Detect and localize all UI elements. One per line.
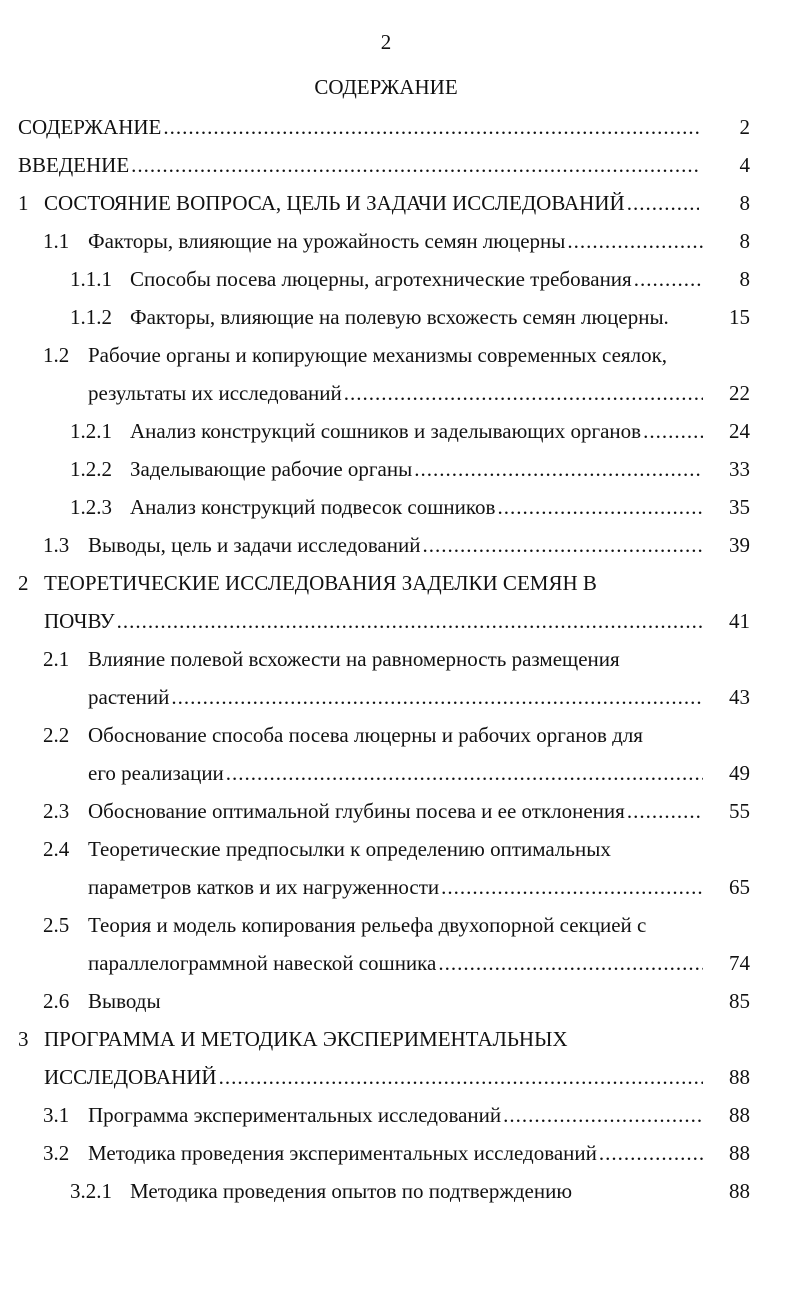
toc-entry-number: 1.2.2 <box>70 456 112 481</box>
toc-entry-text: Теория и модель копирования рельефа двухопорной секцией с <box>88 912 647 937</box>
toc-entry[interactable] <box>0 1020 798 1058</box>
toc-entry[interactable] <box>0 260 798 298</box>
toc-entry[interactable] <box>0 1172 798 1210</box>
toc-entry-text: СОДЕРЖАНИЕ <box>18 114 162 139</box>
toc-entry-number: 1.2 <box>43 342 70 367</box>
leader-dots <box>441 875 703 900</box>
toc-entry-page: 49 <box>729 760 750 785</box>
toc-entry[interactable] <box>0 906 798 944</box>
toc-entry-number: 2.5 <box>43 912 70 937</box>
leader-dots <box>163 115 699 140</box>
toc-entry[interactable] <box>0 1096 798 1134</box>
toc-entry-page: 43 <box>729 684 750 709</box>
toc-entry-number: 2 <box>18 570 29 595</box>
toc-entry-continuation[interactable] <box>0 1058 798 1096</box>
toc-entry-number: 3.2 <box>43 1140 70 1165</box>
toc-entry[interactable] <box>0 336 798 374</box>
toc-entry[interactable] <box>0 982 798 1020</box>
leader-dots <box>627 191 699 216</box>
toc-entry[interactable] <box>0 412 798 450</box>
leader-dots <box>344 381 703 406</box>
leader-dots <box>643 419 703 444</box>
toc-entry-text: ВВЕДЕНИЕ <box>18 152 130 177</box>
leader-dots <box>634 267 703 292</box>
toc-entry-number: 1.2.3 <box>70 494 112 519</box>
toc-entry-text: Заделывающие рабочие органы <box>130 456 413 481</box>
page-number: 2 <box>380 30 392 54</box>
toc-entry[interactable] <box>0 146 798 184</box>
toc-entry[interactable] <box>0 1134 798 1172</box>
leader-dots <box>414 457 703 482</box>
toc-entry-continuation[interactable] <box>0 944 798 982</box>
toc-entry-text: Программа экспериментальных исследований <box>88 1102 502 1127</box>
toc-entry-number: 3 <box>18 1026 29 1051</box>
toc-entry[interactable] <box>0 108 798 146</box>
toc-entry-text: Обоснование оптимальной глубины посева и ее отклонения <box>88 798 625 823</box>
leader-dots <box>226 761 703 786</box>
toc-entry-page: 39 <box>729 532 750 557</box>
toc-entry[interactable] <box>0 564 798 602</box>
table-of-contents <box>0 108 798 1210</box>
toc-entry[interactable] <box>0 792 798 830</box>
toc-entry[interactable] <box>0 222 798 260</box>
toc-entry-page: 4 <box>739 152 750 177</box>
toc-entry-text: ТЕОРЕТИЧЕСКИЕ ИССЛЕДОВАНИЯ ЗАДЕЛКИ СЕМЯН В <box>44 570 597 595</box>
toc-entry-text: Факторы, влияющие на полевую всхожесть семян люцерны. <box>130 304 669 329</box>
toc-entry[interactable] <box>0 488 798 526</box>
toc-entry-page: 15 <box>729 304 750 329</box>
toc-entry-number: 3.1 <box>43 1102 70 1127</box>
toc-entry-text: Анализ конструкций подвесок сошников <box>130 494 496 519</box>
toc-entry[interactable] <box>0 450 798 488</box>
toc-entry-number: 3.2.1 <box>70 1178 112 1203</box>
leader-dots <box>627 799 703 824</box>
toc-entry-continuation[interactable] <box>0 374 798 412</box>
toc-entry-text: параметров катков и их нагруженности <box>88 874 440 899</box>
toc-entry-text: ПРОГРАММА И МЕТОДИКА ЭКСПЕРИМЕНТАЛЬНЫХ <box>44 1026 568 1051</box>
toc-entry-page: 65 <box>729 874 750 899</box>
toc-entry-number: 1.1 <box>43 228 70 253</box>
toc-entry-text: параллелограммной навеской сошника <box>88 950 437 975</box>
toc-entry-text: Методика проведения экспериментальных исследований <box>88 1140 597 1165</box>
toc-entry-number: 1.3 <box>43 532 70 557</box>
toc-entry-page: 8 <box>739 228 750 253</box>
toc-entry-page: 88 <box>729 1064 750 1089</box>
toc-entry-text: его реализации <box>88 760 224 785</box>
toc-entry-page: 8 <box>739 190 750 215</box>
toc-entry-page: 88 <box>729 1102 750 1127</box>
leader-dots <box>423 533 703 558</box>
leader-dots <box>117 609 703 634</box>
leader-dots <box>131 153 699 178</box>
leader-dots <box>171 685 703 710</box>
toc-entry-text: Анализ конструкций сошников и заделывающих органов <box>130 418 642 443</box>
leader-dots <box>497 495 703 520</box>
toc-entry-text: ПОЧВУ <box>44 608 115 633</box>
toc-entry-text: Выводы <box>88 988 161 1013</box>
toc-entry-page: 33 <box>729 456 750 481</box>
toc-entry-page: 24 <box>729 418 750 443</box>
toc-entry-number: 1.2.1 <box>70 418 112 443</box>
leader-dots <box>567 229 703 254</box>
toc-entry[interactable] <box>0 830 798 868</box>
toc-entry-number: 2.3 <box>43 798 70 823</box>
toc-entry-page: 35 <box>729 494 750 519</box>
toc-entry-number: 1.1.2 <box>70 304 112 329</box>
toc-entry-continuation[interactable] <box>0 602 798 640</box>
toc-entry-text: Выводы, цель и задачи исследований <box>88 532 421 557</box>
toc-entry-page: 41 <box>729 608 750 633</box>
toc-entry-text: растений <box>88 684 170 709</box>
toc-entry-number: 2.6 <box>43 988 70 1013</box>
toc-entry-number: 2.4 <box>43 836 70 861</box>
toc-entry-text: Способы посева люцерны, агротехнические требования <box>130 266 632 291</box>
toc-entry-page: 85 <box>729 988 750 1013</box>
toc-entry[interactable] <box>0 298 798 336</box>
leader-dots <box>219 1065 703 1090</box>
toc-entry-page: 74 <box>729 950 750 975</box>
toc-title: СОДЕРЖАНИЕ <box>314 75 458 99</box>
toc-entry[interactable] <box>0 526 798 564</box>
toc-entry-page: 22 <box>729 380 750 405</box>
toc-entry-continuation[interactable] <box>0 678 798 716</box>
toc-entry-text: Методика проведения опытов по подтверждению <box>130 1178 573 1203</box>
toc-entry-text: Факторы, влияющие на урожайность семян люцерны <box>88 228 566 253</box>
toc-entry-text: ИССЛЕДОВАНИЙ <box>44 1064 217 1089</box>
toc-entry-number: 2.2 <box>43 722 70 747</box>
leader-dots <box>599 1141 703 1166</box>
toc-entry-page: 88 <box>729 1140 750 1165</box>
toc-entry-text: Теоретические предпосылки к определению оптимальных <box>88 836 611 861</box>
toc-entry-text: результаты их исследований <box>88 380 342 405</box>
toc-entry-text: Обоснование способа посева люцерны и рабочих органов для <box>88 722 643 747</box>
leader-dots <box>503 1103 703 1128</box>
leader-dots <box>438 951 703 976</box>
toc-entry[interactable] <box>0 184 798 222</box>
toc-entry-continuation[interactable] <box>0 868 798 906</box>
toc-entry-number: 2.1 <box>43 646 70 671</box>
toc-entry-text: СОСТОЯНИЕ ВОПРОСА, ЦЕЛЬ И ЗАДАЧИ ИССЛЕДОВАНИЙ <box>44 190 625 215</box>
toc-entry-text: Влияние полевой всхожести на равномерность размещения <box>88 646 620 671</box>
toc-entry-number: 1 <box>18 190 29 215</box>
toc-entry-continuation[interactable] <box>0 754 798 792</box>
toc-entry-page: 55 <box>729 798 750 823</box>
toc-entry-page: 2 <box>739 114 750 139</box>
toc-entry[interactable] <box>0 716 798 754</box>
toc-entry-page: 88 <box>729 1178 750 1203</box>
toc-entry-text: Рабочие органы и копирующие механизмы современных сеялок, <box>88 342 668 367</box>
toc-entry-page: 8 <box>739 266 750 291</box>
toc-entry[interactable] <box>0 640 798 678</box>
toc-entry-number: 1.1.1 <box>70 266 112 291</box>
